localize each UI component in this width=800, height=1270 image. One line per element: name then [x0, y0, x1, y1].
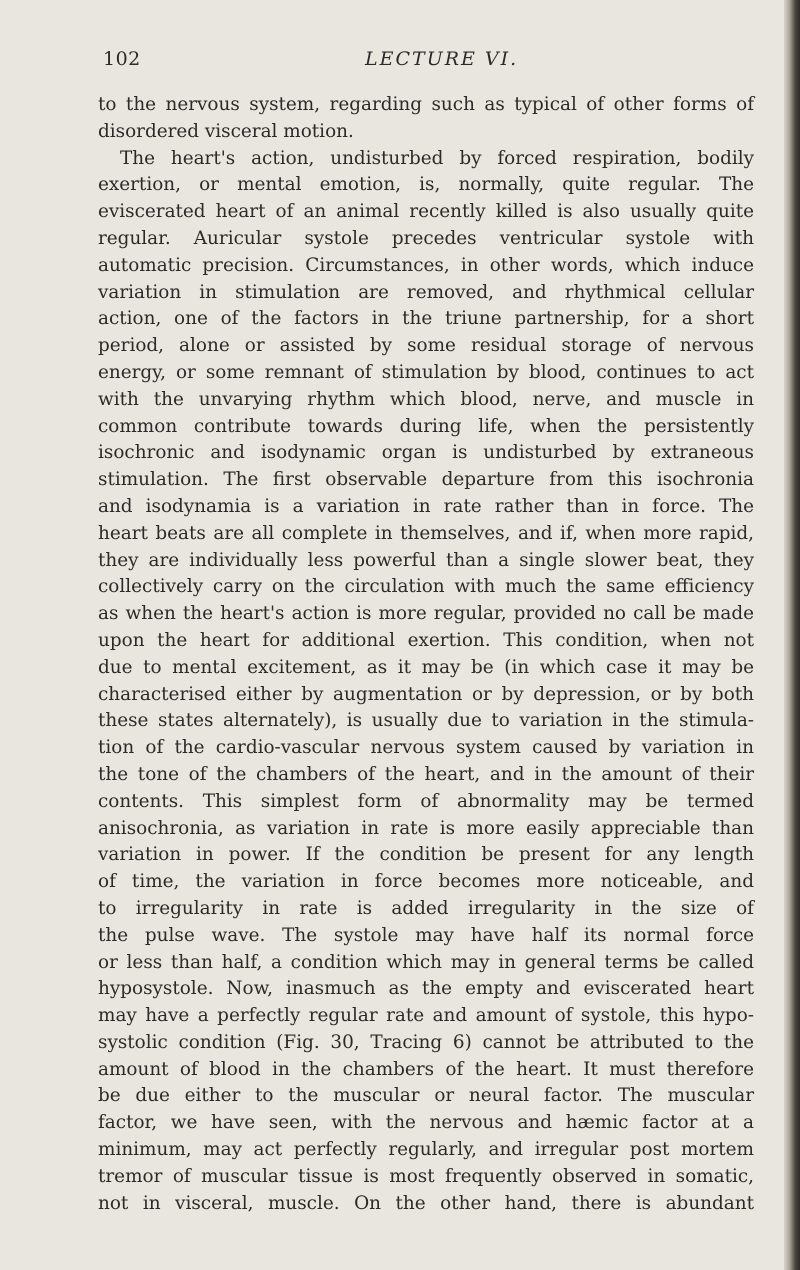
page-edge-shadow: [784, 0, 800, 1270]
text-line: amount of blood in the chambers of the heart. It must therefore: [98, 1058, 754, 1080]
text-line: exertion, or mental emotion, is, normally, quite regular. The: [98, 174, 754, 196]
text-line: minimum, may act perfectly regularly, and irregular post mortem: [98, 1139, 754, 1161]
text-line: heart beats are all complete in themselves, and if, when more rapid,: [98, 522, 754, 544]
text-line: eviscerated heart of an animal recently killed is also usually quite: [98, 201, 754, 223]
text-line: the tone of the chambers of the heart, and in the amount of their: [98, 763, 754, 785]
text-line: characterised either by augmentation or by depression, or by both: [98, 683, 754, 705]
text-line: the pulse wave. The systole may have half its normal force: [98, 924, 754, 946]
text-line: be due either to the muscular or neural factor. The muscular: [98, 1085, 754, 1107]
text-line: not in visceral, muscle. On the other hand, there is abundant: [98, 1192, 754, 1214]
text-line: common contribute towards during life, when the persistently: [98, 415, 754, 437]
text-line: hyposystole. Now, inasmuch as the empty and eviscerated heart: [98, 978, 754, 1000]
text-line: with the unvarying rhythm which blood, nerve, and muscle in: [98, 388, 754, 410]
text-line: isochronic and isodynamic organ is undisturbed by extraneous: [98, 442, 754, 464]
text-line: disordered visceral motion.: [98, 120, 354, 142]
text-line: stimulation. The first observable departure from this isochronia: [98, 469, 754, 491]
text-line: energy, or some remnant of stimulation by blood, continues to act: [98, 361, 754, 383]
text-line: and isodynamia is a variation in rate rather than in force. The: [98, 495, 754, 517]
text-line: as when the heart's action is more regular, provided no call be made: [98, 603, 754, 625]
running-title: LECTURE VI.: [365, 48, 519, 70]
text-line: automatic precision. Circumstances, in other words, which induce: [98, 254, 754, 276]
text-line: The heart's action, undisturbed by forced respiration, bodily: [120, 147, 754, 169]
page-header: [103, 48, 743, 78]
text-line: these states alternately), is usually due to variation in the stimula-: [98, 710, 754, 732]
text-line: anisochronia, as variation in rate is more easily appreciable than: [98, 817, 754, 839]
text-line: period, alone or assisted by some residual storage of nervous: [98, 335, 754, 357]
page-number: 102: [103, 48, 141, 70]
text-line: variation in stimulation are removed, and rhythmical cellular: [98, 281, 754, 303]
text-line: variation in power. If the condition be present for any length: [98, 844, 754, 866]
text-line: upon the heart for additional exertion. This condition, when not: [98, 629, 754, 651]
text-line: or less than half, a condition which may in general terms be called: [98, 951, 754, 973]
text-line: may have a perfectly regular rate and amount of systole, this hypo-: [98, 1005, 754, 1027]
text-line: due to mental excitement, as it may be (in which case it may be: [98, 656, 754, 678]
text-line: regular. Auricular systole precedes ventricular systole with: [98, 227, 754, 249]
text-line: to irregularity in rate is added irregularity in the size of: [98, 897, 754, 919]
text-line: tremor of muscular tissue is most frequently observed in somatic,: [98, 1165, 754, 1187]
text-line: action, one of the factors in the triune partnership, for a short: [98, 308, 754, 330]
text-line: tion of the cardio-vascular nervous system caused by variation in: [98, 737, 754, 759]
text-line: of time, the variation in force becomes more noticeable, and: [98, 871, 754, 893]
text-line: contents. This simplest form of abnormality may be termed: [98, 790, 754, 812]
text-line: systolic condition (Fig. 30, Tracing 6) cannot be attributed to the: [98, 1031, 754, 1053]
body-text: [98, 92, 754, 1217]
text-line: factor, we have seen, with the nervous and hæmic factor at a: [98, 1112, 754, 1134]
text-line: they are individually less powerful than a single slower beat, they: [98, 549, 754, 571]
text-line: to the nervous system, regarding such as typical of other forms of: [98, 94, 754, 115]
text-line: collectively carry on the circulation with much the same efficiency: [98, 576, 754, 598]
